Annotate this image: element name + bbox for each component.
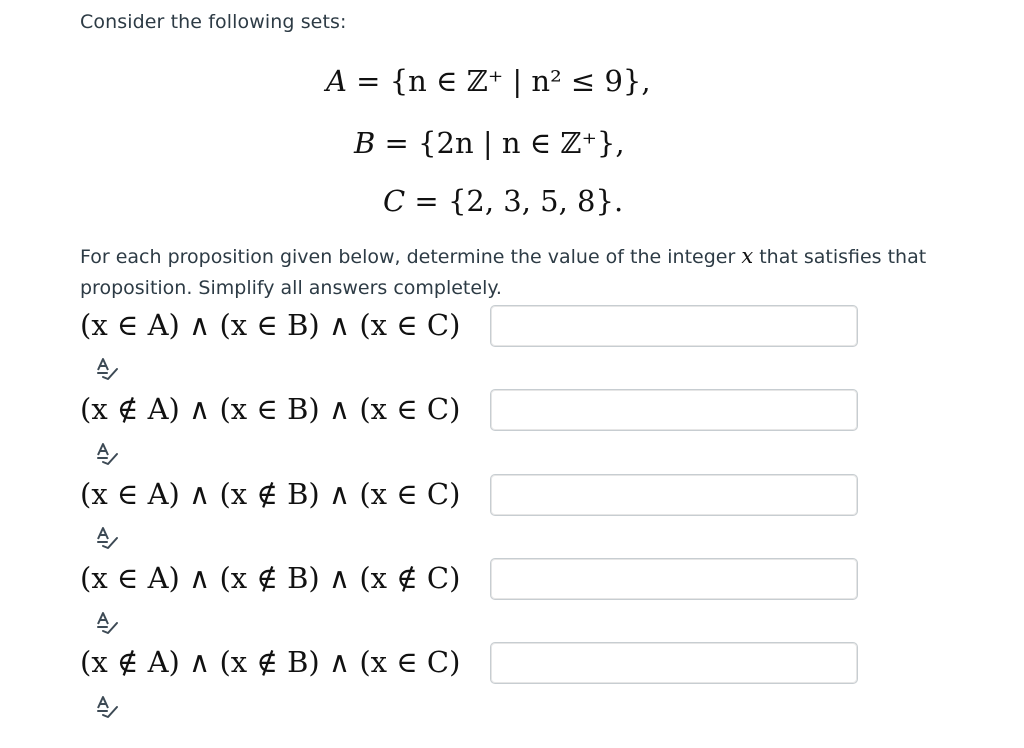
proposition: (x ∉ A) ∧ (x ∈ B) ∧ (x ∈ C) bbox=[80, 392, 461, 426]
set-c-definition bbox=[383, 184, 623, 218]
proposition: (x ∉ A) ∧ (x ∉ B) ∧ (x ∈ C) bbox=[80, 645, 461, 679]
spell-check-icon[interactable] bbox=[94, 611, 120, 635]
answer-input[interactable] bbox=[490, 474, 858, 516]
instructions-variable: x bbox=[741, 244, 754, 268]
proposition: (x ∈ A) ∧ (x ∉ B) ∧ (x ∉ C) bbox=[80, 561, 461, 595]
proposition: (x ∈ A) ∧ (x ∈ B) ∧ (x ∈ C) bbox=[80, 308, 461, 342]
spell-check-icon[interactable] bbox=[94, 526, 120, 550]
set-b-name: B bbox=[354, 126, 376, 160]
answer-input[interactable] bbox=[490, 642, 858, 684]
spell-check-icon[interactable] bbox=[94, 695, 120, 719]
intro-text: Consider the following sets: bbox=[80, 11, 347, 33]
set-a-body: = {n ∈ ℤ⁺ | n² ≤ 9}, bbox=[356, 64, 651, 98]
set-b-body: = {2n | n ∈ ℤ⁺}, bbox=[384, 126, 625, 160]
answer-input[interactable] bbox=[490, 305, 858, 347]
instructions-after: that satisfies that proposition. Simplify all answers completely. bbox=[80, 246, 927, 299]
set-a-name: A bbox=[326, 64, 347, 98]
set-c-body: = {2, 3, 5, 8}. bbox=[414, 184, 624, 218]
instructions bbox=[80, 241, 960, 304]
set-a-definition bbox=[326, 64, 651, 98]
instructions-before: For each proposition given below, determine the value of the integer bbox=[80, 246, 736, 268]
set-b-definition bbox=[354, 126, 625, 160]
spell-check-icon[interactable] bbox=[94, 442, 120, 466]
proposition: (x ∈ A) ∧ (x ∉ B) ∧ (x ∈ C) bbox=[80, 477, 461, 511]
set-c-name: C bbox=[383, 184, 406, 218]
answer-input[interactable] bbox=[490, 558, 858, 600]
spell-check-icon[interactable] bbox=[94, 357, 120, 381]
answer-input[interactable] bbox=[490, 389, 858, 431]
